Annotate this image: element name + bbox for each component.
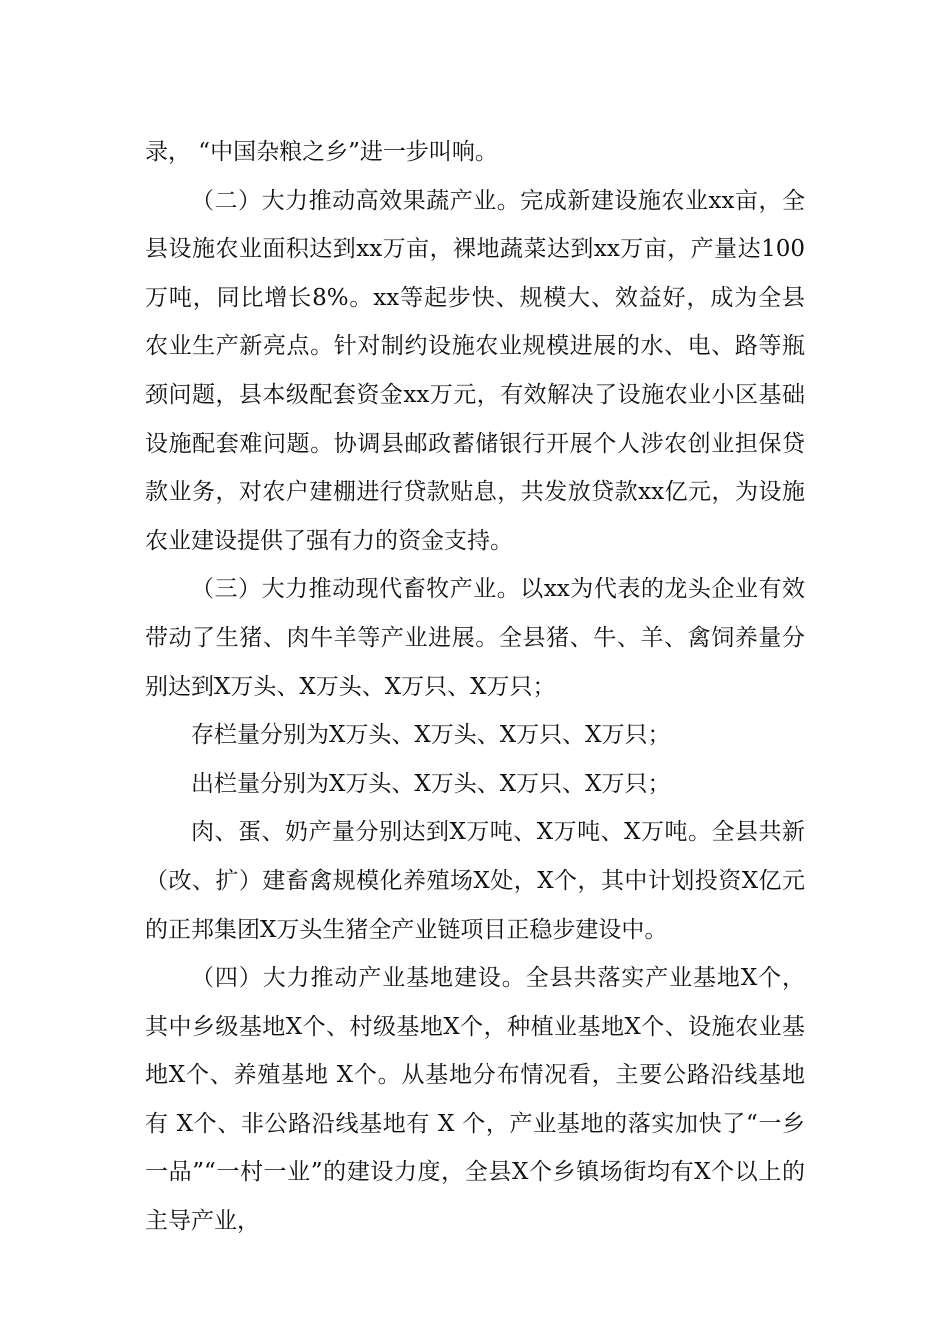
paragraph-continuation: 录， “中国杂粮之乡”进一步叫响。: [145, 139, 498, 165]
paragraph-fruit-vegetable: （二）大力推动高效果蔬产业。完成新建设施农业xx亩，全县设施农业面积达到xx万亩，裸地蔬菜达到xx万亩，产量达100万吨，同比增长8%。xx等起步快、规模大、效益好，成为全县农业生产新亮点。针对制约设施农业规模进展的水、电、路等瓶颈问题，县本级配套资金xx万元，有效解决了设施农业小区基础设施配套难问题。协调县邮政蓄储银行开展个人涉农创业担保贷款业务，对农户建棚进行贷款贴息，共发放贷款xx亿元，为设施农业建设提供了强有力的资金支持。: [145, 187, 805, 554]
paragraph-meat-egg-milk: 肉、蛋、奶产量分别达到X万吨、X万吨、X万吨。全县共新（改、扩）建畜禽规模化养殖场X处，X个，其中计划投资X亿元的正邦集团X万头生猪全产业链项目正稳步建设中。: [145, 819, 805, 943]
paragraph-stock-count: 存栏量分别为X万头、X万头、X万只、X万只；: [191, 722, 671, 749]
document-page: [145, 128, 805, 1246]
paragraph-industry-base: （四）大力推动产业基地建设。全县共落实产业基地X个，其中乡级基地X个、村级基地X个，种植业基地X个、设施农业基地X个、养殖基地 X个。从基地分布情况看，主要公路沿线基地有 X个、非公路沿线基地有 X 个，产业基地的落实加快了“一乡一品”“一村一业”的建设力度，全县X个乡镇场街均有X个以上的主导产业，: [145, 965, 805, 1235]
paragraph-livestock: （三）大力推动现代畜牧产业。以xx为代表的龙头企业有效带动了生猪、肉牛羊等产业进展。全县猪、牛、羊、禽饲养量分别达到X万头、X万头、X万只、X万只；: [145, 576, 805, 700]
paragraph-slaughter-count: 出栏量分别为X万头、X万头、X万只、X万只；: [191, 770, 671, 797]
